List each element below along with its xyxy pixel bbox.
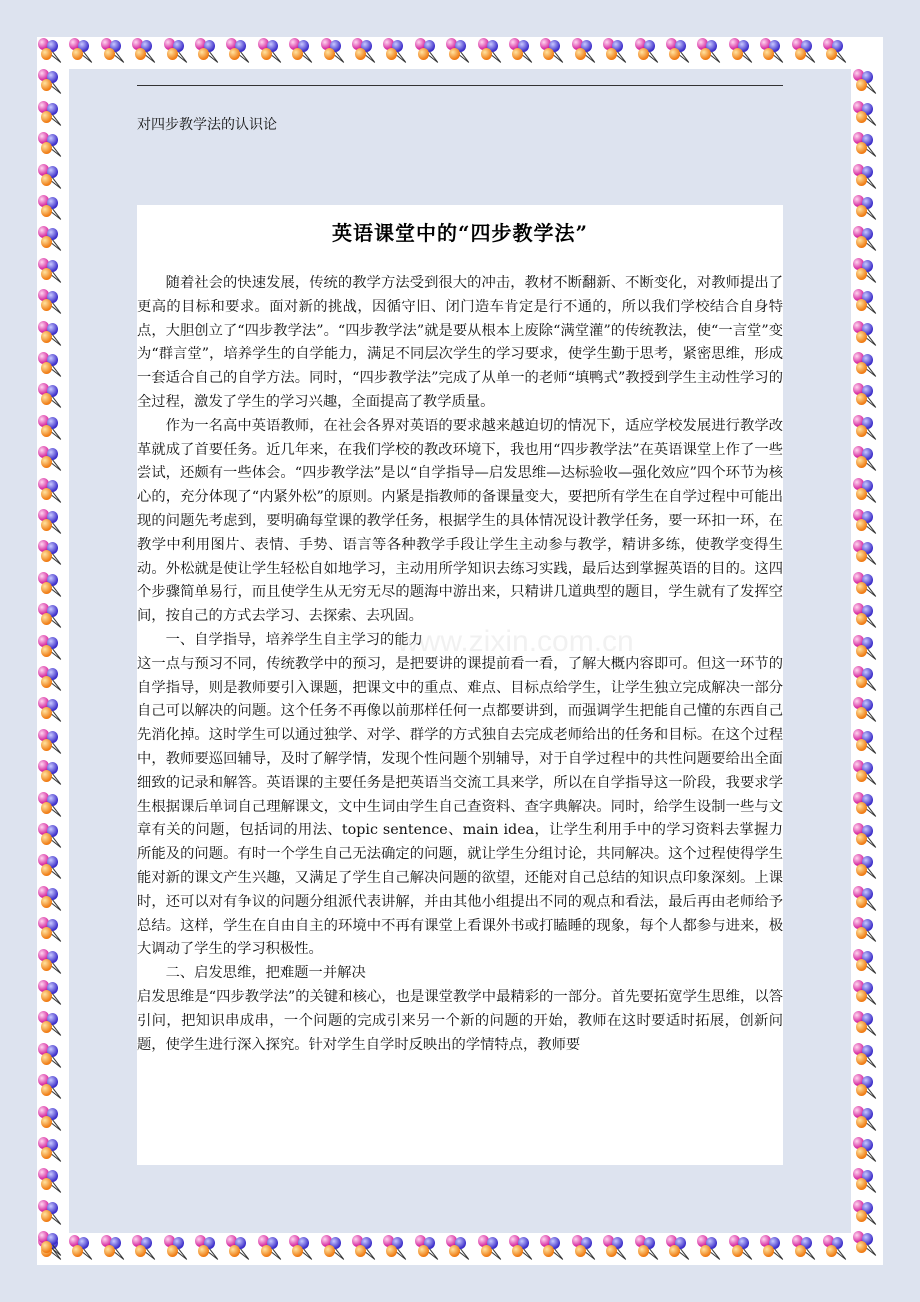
balloon-icon [852, 822, 882, 852]
balloon-icon [665, 1234, 695, 1264]
balloon-icon [37, 634, 67, 664]
balloon-icon [37, 948, 67, 978]
balloon-icon [852, 477, 882, 507]
balloon-icon [37, 37, 67, 67]
balloon-icon [696, 1234, 726, 1264]
balloon-icon [665, 37, 695, 67]
balloon-icon [163, 1234, 193, 1264]
balloon-icon [852, 163, 882, 193]
balloon-icon [728, 37, 758, 67]
balloon-icon [852, 728, 882, 758]
balloon-icon [852, 508, 882, 538]
balloon-icon [445, 1234, 475, 1264]
article-title: 英语课堂中的“四步教学法” [331, 221, 588, 245]
balloon-icon [163, 37, 193, 67]
balloon-icon [571, 1234, 601, 1264]
balloon-icon [37, 696, 67, 726]
balloon-icon [852, 1167, 882, 1197]
balloon-icon [37, 571, 67, 601]
balloon-icon [37, 1199, 67, 1229]
balloon-icon [37, 1136, 67, 1166]
balloon-icon [852, 539, 882, 569]
balloon-icon [852, 1199, 882, 1229]
balloon-icon [852, 445, 882, 475]
balloon-icon [852, 1136, 882, 1166]
balloon-icon [571, 37, 601, 67]
balloon-icon [791, 37, 821, 67]
balloon-icon [414, 37, 444, 67]
balloon-icon [37, 759, 67, 789]
balloon-icon [852, 131, 882, 161]
balloon-icon [445, 37, 475, 67]
balloon-icon [100, 37, 130, 67]
balloon-icon [37, 288, 67, 318]
balloon-icon [131, 1234, 161, 1264]
balloon-icon [320, 1234, 350, 1264]
balloon-icon [602, 1234, 632, 1264]
balloon-icon [37, 791, 67, 821]
balloon-icon [822, 37, 852, 67]
balloon-icon [225, 37, 255, 67]
balloon-icon [351, 37, 381, 67]
balloon-icon [696, 37, 726, 67]
balloon-icon [37, 131, 67, 161]
balloon-icon [131, 37, 161, 67]
balloon-icon [852, 634, 882, 664]
balloon-icon [37, 728, 67, 758]
balloon-icon [288, 37, 318, 67]
balloon-icon [37, 1073, 67, 1103]
balloon-icon [759, 37, 789, 67]
balloon-icon [852, 1010, 882, 1040]
balloon-icon [852, 1230, 882, 1260]
balloon-icon [852, 288, 882, 318]
balloon-icon [37, 194, 67, 224]
article-body [137, 272, 783, 1057]
balloon-icon [37, 1042, 67, 1072]
balloon-icon [852, 571, 882, 601]
balloon-icon [852, 225, 882, 255]
balloon-icon [257, 37, 287, 67]
balloon-icon [602, 37, 632, 67]
balloon-icon [539, 1234, 569, 1264]
balloon-icon [634, 37, 664, 67]
paragraph: 启发思维是“四步教学法”的关键和核心，也是课堂教学中最精彩的一部分。首先要拓宽学生思维，以答引问，把知识串成串，一个问题的完成引来另一个新的问题的开始，教师在这时要适时拓展，创新问题，使学生进行深入探究。针对学生自学时反映出的学情特点，教师要 [137, 988, 783, 1053]
balloon-icon [37, 414, 67, 444]
paragraph: 随着社会的快速发展，传统的教学方法受到很大的冲击，教材不断翻新、不断变化，对教师提出了更高的目标和要求。面对新的挑战，因循守旧、闭门造车肯定是行不通的，所以我们学校结合自身特点，大胆创立了“四步教学法”。“四步教学法”就是要从根本上废除“满堂灌”的传统教法，使“一言堂”变为“群言堂”，培养学生的自学能力，满足不同层次学生的学习要求，使学生勤于思考，紧密思维，形成一套适合自己的自学方法。同时，“四步教学法”完成了从单一的老师“填鸭式”教授到学生主动性学习的全过程，激发了学生的学习兴趣，全面提高了教学质量。 [137, 275, 783, 410]
balloon-icon [728, 1234, 758, 1264]
document-content [137, 205, 783, 1165]
balloon-icon [852, 257, 882, 287]
balloon-icon [37, 68, 67, 98]
balloon-icon [852, 665, 882, 695]
balloon-icon [477, 1234, 507, 1264]
balloon-icon [414, 1234, 444, 1264]
paragraph: 作为一名高中英语教师，在社会各界对英语的要求越来越迫切的情况下，适应学校发展进行教学改革就成了首要任务。近几年来，在我们学校的教改环境下，我也用“四步教学法”在英语课堂上作了一些尝试，还颇有一些体会。“四步教学法”是以“自学指导—启发思维—达标验收—强化效应”四个环节为核心的，充分体现了“内紧外松”的原则。内紧是指教师的备课量变大，要把所有学生在自学过程中可能出现的问题先考虑到，要明确每堂课的教学任务，根据学生的具体情况设计教学任务，要一环扣一环，在教学中利用图片、表情、手势、语言等各种教学手段让学生主动参与教学，精讲多练，使教学变得生动。外松就是使让学生轻松自如地学习，主动用所学知识去练习实践，最后达到掌握英语的目的。这四个步骤简单易行，而且使学生从无穷无尽的题海中游出来，只精讲几道典型的题目，学生就有了发挥空间，按自己的方式去学习、去探索、去巩固。 [137, 417, 783, 625]
balloon-icon [37, 885, 67, 915]
balloon-icon [37, 822, 67, 852]
balloon-icon [37, 1167, 67, 1197]
balloon-icon [634, 1234, 664, 1264]
balloon-icon [257, 1234, 287, 1264]
balloon-icon [37, 665, 67, 695]
balloon-icon [37, 351, 67, 381]
balloon-icon [852, 885, 882, 915]
balloon-icon [508, 37, 538, 67]
balloon-icon [194, 1234, 224, 1264]
document-header: 对四步教学法的认识论 [137, 117, 277, 133]
balloon-icon [852, 602, 882, 632]
balloon-icon [37, 979, 67, 1009]
balloon-icon [852, 948, 882, 978]
balloon-icon [37, 1230, 67, 1260]
balloon-icon [852, 100, 882, 130]
balloon-icon [852, 382, 882, 412]
balloon-icon [37, 477, 67, 507]
balloon-icon [382, 1234, 412, 1264]
balloon-icon [852, 414, 882, 444]
balloon-icon [68, 1234, 98, 1264]
balloon-icon [225, 1234, 255, 1264]
balloon-icon [852, 853, 882, 883]
balloon-icon [382, 37, 412, 67]
balloon-icon [37, 163, 67, 193]
balloon-icon [37, 382, 67, 412]
balloon-icon [37, 602, 67, 632]
balloon-icon [852, 1073, 882, 1103]
balloon-icon [37, 1105, 67, 1135]
header-rule [137, 85, 783, 86]
balloon-icon [37, 916, 67, 946]
balloon-icon [508, 1234, 538, 1264]
balloon-icon [288, 1234, 318, 1264]
balloon-icon [37, 445, 67, 475]
balloon-icon [852, 194, 882, 224]
paragraph: 这一点与预习不同，传统教学中的预习，是把要讲的课提前看一看，了解大概内容即可。但这一环节的自学指导，则是教师要引入课题，把课文中的重点、难点、目标点给学生，让学生独立完成解决一部分自己可以解决的问题。这个任务不再像以前那样任何一点都要讲到，而强调学生把能自己懂的东西自己先消化掉。这时学生可以通过独学、对学、群学的方式独自去完成老师给出的任务和目标。在这个过程中，教师要巡回辅导，及时了解学情，发现个性问题个别辅导，对于自学过程中的共性问题要给出全面细致的记录和解答。英语课的主要任务是把英语当交流工具来学，所以在自学指导这一阶段，我要求学生根据课后单词自己理解课文，文中生词由学生自己查资料、查字典解决。同时，给学生设制一些与文章有关的问题，包括词的用法、topic sentence、main idea，让学生利用手中的学习资料去掌握力所能及的问题。有时一个学生自己无法确定的问题，就让学生分组讨论，共同解决。这个过程使得学生能对新的课文产生兴趣，又满足了学生自己解决问题的欲望，还能对自己总结的知识点印象深刻。上课时，还可以对有争议的问题分组派代表讲解，并由其他小组提出不同的观点和看法，最后再由老师给予总结。这样，学生在自由自主的环境中不再有课堂上看课外书或打瞌睡的现象，每个人都参与进来，极大调动了学生的学习积极性。 [137, 655, 783, 958]
balloon-icon [852, 1105, 882, 1135]
balloon-icon [852, 320, 882, 350]
balloon-icon [37, 320, 67, 350]
balloon-icon [37, 257, 67, 287]
balloon-icon [477, 37, 507, 67]
balloon-icon [100, 1234, 130, 1264]
balloon-icon [194, 37, 224, 67]
balloon-icon [539, 37, 569, 67]
balloon-icon [37, 853, 67, 883]
balloon-icon [852, 791, 882, 821]
balloon-icon [791, 1234, 821, 1264]
balloon-icon [37, 508, 67, 538]
section-heading: 二、启发思维，把难题一并解决 [165, 965, 366, 982]
balloon-icon [852, 68, 882, 98]
balloon-icon [852, 759, 882, 789]
balloon-icon [68, 37, 98, 67]
watermark-text: www.zixin.com.cn [397, 625, 634, 658]
balloon-icon [37, 539, 67, 569]
balloon-icon [852, 351, 882, 381]
balloon-icon [852, 1042, 882, 1072]
balloon-icon [759, 1234, 789, 1264]
balloon-icon [852, 696, 882, 726]
balloon-icon [852, 979, 882, 1009]
balloon-icon [320, 37, 350, 67]
balloon-icon [37, 225, 67, 255]
balloon-icon [37, 100, 67, 130]
section-heading: 一、自学指导，培养学生自主学习的能力 [165, 631, 423, 648]
balloon-icon [852, 916, 882, 946]
balloon-icon [37, 1010, 67, 1040]
balloon-icon [822, 1234, 852, 1264]
balloon-icon [351, 1234, 381, 1264]
